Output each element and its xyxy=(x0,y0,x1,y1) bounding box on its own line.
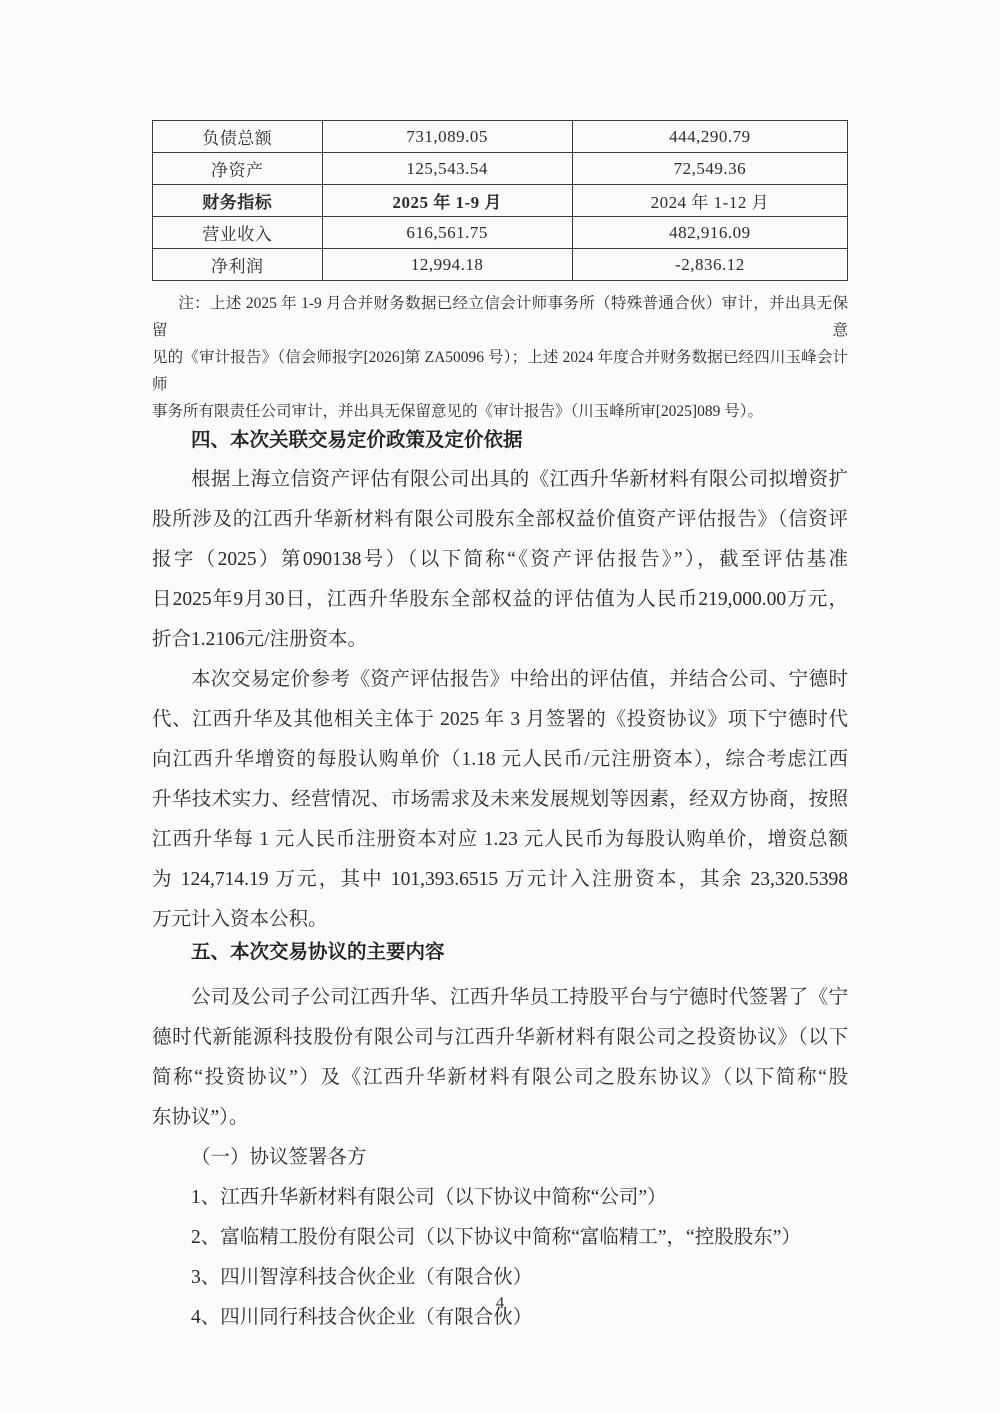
text-line: 万元计入资本公积。 xyxy=(152,909,328,930)
prior-period-cell: 72,549.36 xyxy=(572,153,847,185)
current-period-cell: 125,543.54 xyxy=(322,153,572,185)
text-line: 公司及公司子公司江西升华、江西升华员工持股平台与宁德时代签署了《宁 xyxy=(191,987,848,1008)
row-label-cell: 净资产 xyxy=(153,153,323,185)
text-line: 报字（2025）第090138号）（以下简称“《资产评估报告》”），截至评估基准 xyxy=(152,549,848,570)
prior-period-cell: 482,916.09 xyxy=(572,217,847,249)
row-label-cell: 财务指标 xyxy=(153,185,323,217)
section-4-paragraph-1 xyxy=(152,460,848,660)
section-4-paragraph-2 xyxy=(152,660,848,940)
text-line: 简称“投资协议”）及《江西升华新材料有限公司之股东协议》（以下简称“股 xyxy=(152,1067,848,1088)
text-line: 折合1.2106元/注册资本。 xyxy=(152,629,368,650)
row-label-cell: 营业收入 xyxy=(153,217,323,249)
text-line: 日2025年9月30日，江西升华股东全部权益的评估值为人民币219,000.00万元， xyxy=(152,589,848,610)
table-row-net-profit xyxy=(153,249,848,281)
text-line: 升华技术实力、经营情况、市场需求及未来发展规划等因素，经双方协商，按照 xyxy=(152,789,848,810)
section-5-paragraph-1 xyxy=(152,978,848,1138)
text-line: 股所涉及的江西升华新材料有限公司股东全部权益价值资产评估报告》（信资评 xyxy=(152,509,848,530)
page-number: 4 xyxy=(495,1293,505,1312)
text-line: 见的《审计报告》（信会师报字[2026]第 ZA50096 号）；上述 2024 年度合并财务数据已经四川玉峰会计师 xyxy=(152,349,848,393)
prior-period-cell: 444,290.79 xyxy=(572,121,847,153)
table-row-total-liabilities xyxy=(153,121,848,153)
agreement-parties-subheading: （一）协议签署各方 xyxy=(191,1147,367,1168)
text-line: 江西升华每 1 元人民币注册资本对应 1.23 元人民币为每股认购单价，增资总额 xyxy=(152,829,848,850)
prior-period-cell: -2,836.12 xyxy=(572,249,847,281)
audit-note xyxy=(152,290,848,425)
text-line: 事务所有限责任公司审计，并出具无保留意见的《审计报告》（川玉峰所审[2025]089 号）。 xyxy=(152,403,763,420)
text-line: 注：上述 2025 年 1-9 月合并财务数据已经立信会计师事务所（特殊普通合伙）审计，并出具无保留意 xyxy=(152,295,848,339)
text-line: 2、富临精工股份有限公司（以下协议中简称“富临精工”，“控股股东”） xyxy=(191,1227,801,1248)
text-line: 4、四川同行科技合伙企业（有限合伙） xyxy=(191,1307,533,1328)
document-content xyxy=(152,120,848,1338)
row-label-cell: 负债总额 xyxy=(153,121,323,153)
text-line: 德时代新能源科技股份有限公司与江西升华新材料有限公司之投资协议》（以下 xyxy=(152,1027,848,1048)
text-line: 东协议”）。 xyxy=(152,1107,249,1128)
text-line: 根据上海立信资产评估有限公司出具的《江西升华新材料有限公司拟增资扩 xyxy=(191,469,848,490)
text-line: 3、四川智淳科技合伙企业（有限合伙） xyxy=(191,1267,533,1288)
text-line: 1、江西升华新材料有限公司（以下协议中简称“公司”） xyxy=(191,1187,667,1208)
current-period-cell: 2025 年 1-9 月 xyxy=(322,185,572,217)
text-line: 代、江西升华及其他相关主体于 2025 年 3 月签署的《投资协议》项下宁德时代 xyxy=(152,709,848,730)
current-period-cell: 616,561.75 xyxy=(322,217,572,249)
table-row-operating-revenue xyxy=(153,217,848,249)
section-4-heading: 四、本次关联交易定价政策及定价依据 xyxy=(191,430,523,451)
current-period-cell: 12,994.18 xyxy=(322,249,572,281)
agreement-parties-list xyxy=(152,1178,848,1338)
financial-indicators-table xyxy=(152,120,848,281)
section-5-heading: 五、本次交易协议的主要内容 xyxy=(191,942,445,963)
text-line: 为 124,714.19 万元，其中 101,393.6515 万元计入注册资本，其余 23,320.5398 xyxy=(152,869,848,890)
text-line: 向江西升华增资的每股认购单价（1.18 元人民币/元注册资本），综合考虑江西 xyxy=(152,749,848,770)
prior-period-cell: 2024 年 1-12 月 xyxy=(572,185,847,217)
text-line: 本次交易定价参考《资产评估报告》中给出的评估值，并结合公司、宁德时 xyxy=(191,669,848,690)
current-period-cell: 731,089.05 xyxy=(322,121,572,153)
table-row-financial-indicator-header xyxy=(153,185,848,217)
row-label-cell: 净利润 xyxy=(153,249,323,281)
table-row-net-assets xyxy=(153,153,848,185)
